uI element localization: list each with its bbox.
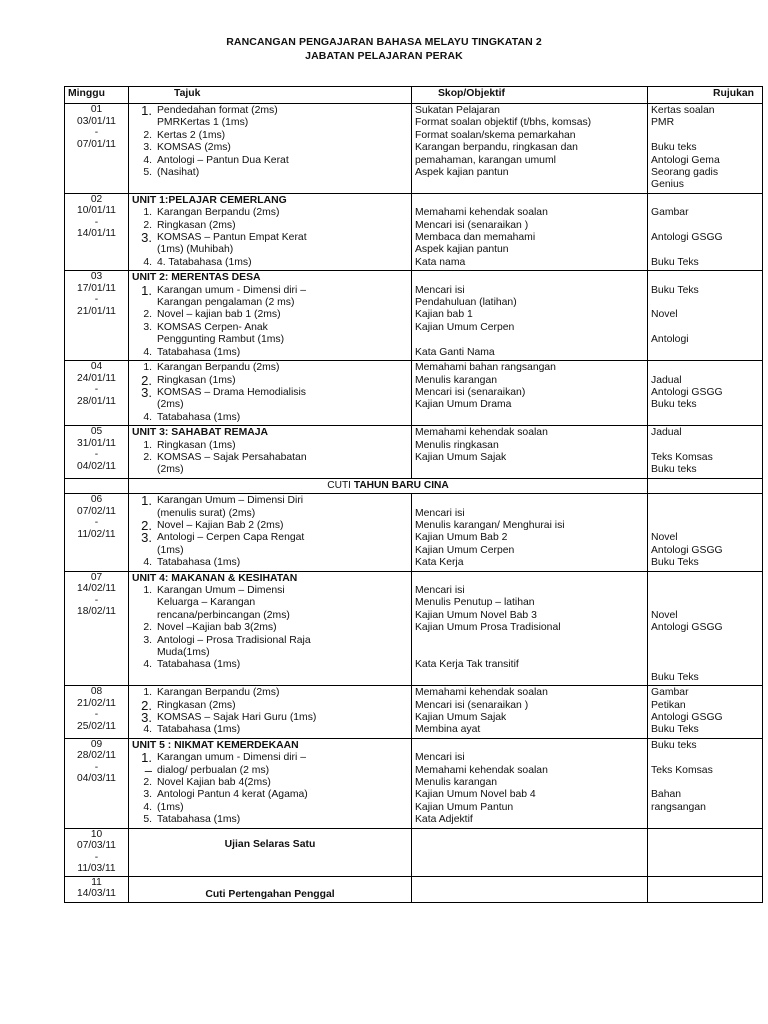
skop-cell: Mencari isi Pendahuluan (latihan) Kajian bab 1 Kajian Umum Cerpen Kata Ganti Nama [412,271,648,361]
table-row [65,494,763,571]
holiday-cell: CUTI TAHUN BARU CINA [129,478,648,493]
table-row [65,271,763,361]
skop-cell: Sukatan Pelajaran Format soalan objektif (t/bhs, komsas) Format soalan/skema pemarkahan Karangan berpandu, ringkasan dan pemahaman, karangan umuml Aspek kajian pantun [412,104,648,194]
week-cell: 10 07/03/11 - 11/03/11 [65,828,129,876]
table-row [65,828,763,876]
rujukan-cell: Novel Antologi GSGG Buku Teks [648,494,763,571]
skop-cell: Memahami bahan rangsangan Menulis karangan Mencari isi (senaraikan) Kajian Umum Drama [412,361,648,426]
rujukan-cell: Novel Antologi GSGG Buku Teks [648,571,763,686]
table-row [65,571,763,686]
week-cell: 05 31/01/11 - 04/02/11 [65,426,129,479]
skop-cell: Mencari isi Menulis karangan/ Menghurai isi Kajian Umum Bab 2 Kajian Umum Cerpen Kata Kerja [412,494,648,571]
tajuk-cell: UNIT 4: MAKANAN & KESIHATAN 1. Karangan Umum – Dimensi Keluarga – Karangan rencana/perbincangan (2ms) 2. Novel –Kajian bab 3(2ms) 3. Antologi – Prosa Tradisional Raja Muda(1ms) 4. Tatabahasa (1ms) [129,571,412,686]
table-row [65,104,763,194]
tajuk-cell: UNIT 2: MERENTAS DESA 1. Karangan umum - Dimensi diri – Karangan pengalaman (2 ms) 2. Novel – kajian bab 1 (2ms) 3. KOMSAS Cerpen- Anak Penggunting Rambut (1ms) 4. Tatabahasa (1ms) [129,271,412,361]
table-row [65,876,763,902]
skop-cell [412,876,648,902]
header-rujukan: Rujukan [648,87,763,104]
rujukan-cell: Buku Teks Novel Antologi [648,271,763,361]
tajuk-cell: UNIT 5 : NIKMAT KEMERDEKAAN 1. Karangan umum - Dimensi diri – – dialog/ perbualan (2 ms) 2. Novel Kajian bab 4(2ms) 3. Antologi Pantun 4 kerat (Agama) 4. (1ms) 5. Tatabahasa (1ms) [129,738,412,828]
week-cell: 03 17/01/11 - 21/01/11 [65,271,129,361]
holiday-cell: Cuti Pertengahan Penggal [129,876,412,902]
unit-heading: UNIT 1:PELAJAR CEMERLANG [132,194,287,206]
week-cell: 01 03/01/11 - 07/01/11 [65,104,129,194]
week-cell: 08 21/02/11 - 25/02/11 [65,686,129,739]
header-tajuk: Tajuk [129,87,412,104]
tajuk-cell: 1. Pendedahan format (2ms) PMRKertas 1 (1ms) 2. Kertas 2 (1ms) 3. KOMSAS (2ms) 4. Antologi – Pantun Dua Kerat 5. (Nasihat) [129,104,412,194]
table-row [65,686,763,739]
table-row [65,426,763,479]
week-cell: 07 14/02/11 - 18/02/11 [65,571,129,686]
rujukan-cell: Gambar Antologi GSGG Buku Teks [648,193,763,270]
header-minggu: Minggu [65,87,129,104]
holiday-row [65,478,763,493]
week-cell [65,478,129,493]
tajuk-cell: UNIT 1:PELAJAR CEMERLANG 1. Karangan Berpandu (2ms) 2. Ringkasan (2ms) 3. KOMSAS – Pantun Empat Kerat (1ms) (Muhibah) 4. 4. Tatabahasa (1ms) [129,193,412,270]
tajuk-cell: 1. Karangan Berpandu (2ms) 2. Ringkasan (1ms) 3. KOMSAS – Drama Hemodialisis (2ms) 4. Tatabahasa (1ms) [129,361,412,426]
tajuk-cell: 1. Karangan Umum – Dimensi Diri (menulis surat) (2ms) 2. Novel – Kajian Bab 2 (2ms) 3. Antologi – Cerpen Capa Rengat (1ms) 4. Tatabahasa (1ms) [129,494,412,571]
skop-cell: Mencari isi Memahami kehendak soalan Menulis karangan Kajian Umum Novel bab 4 Kajian Umum Pantun Kata Adjektif [412,738,648,828]
tajuk-cell: UNIT 3: SAHABAT REMAJA 1. Ringkasan (1ms) 2. KOMSAS – Sajak Persahabatan (2ms) [129,426,412,479]
unit-heading: UNIT 3: SAHABAT REMAJA [132,427,269,439]
rujukan-cell [648,478,763,493]
rujukan-cell: Jadual Antologi GSGG Buku teks [648,361,763,426]
table-row [65,361,763,426]
rujukan-cell: Kertas soalan PMR Buku teks Antologi Gema Seorang gadis Genius [648,104,763,194]
skop-cell: Memahami kehendak soalan Mencari isi (senaraikan ) Membaca dan memahami Aspek kajian pantun Kata nama [412,193,648,270]
unit-heading: UNIT 4: MAKANAN & KESIHATAN [132,572,298,584]
exam-cell: Ujian Selaras Satu [129,828,412,876]
page-title: RANCANGAN PENGAJARAN BAHASA MELAYU TINGKATAN 2 [226,36,542,48]
lesson-plan-table [64,86,763,903]
unit-heading: UNIT 5 : NIKMAT KEMERDEKAAN [132,739,299,751]
table-row [65,738,763,828]
rujukan-cell [648,876,763,902]
page-subtitle: JABATAN PELAJARAN PERAK [305,50,463,62]
rujukan-cell: Jadual Teks Komsas Buku teks [648,426,763,479]
week-cell: 11 14/03/11 [65,876,129,902]
rujukan-cell [648,828,763,876]
rujukan-cell: Buku teks Teks Komsas Bahan rangsangan [648,738,763,828]
skop-cell: Memahami kehendak soalan Menulis ringkasan Kajian Umum Sajak [412,426,648,479]
header-skop: Skop/Objektif [412,87,648,104]
tajuk-cell: 1. Karangan Berpandu (2ms) 2. Ringkasan (2ms) 3. KOMSAS – Sajak Hari Guru (1ms) 4. Tatabahasa (1ms) [129,686,412,739]
unit-heading: UNIT 2: MERENTAS DESA [132,272,261,284]
week-cell: 09 28/02/11 - 04/03/11 [65,738,129,828]
rujukan-cell: Gambar Petikan Antologi GSGG Buku Teks [648,686,763,739]
table-header-row [65,87,763,104]
table-row [65,193,763,270]
skop-cell [412,828,648,876]
week-cell: 02 10/01/11 - 14/01/11 [65,193,129,270]
week-cell: 06 07/02/11 - 11/02/11 [65,494,129,571]
skop-cell: Memahami kehendak soalan Mencari isi (senaraikan ) Kajian Umum Sajak Membina ayat [412,686,648,739]
week-cell: 04 24/01/11 - 28/01/11 [65,361,129,426]
skop-cell: Mencari isi Menulis Penutup – latihan Kajian Umum Novel Bab 3 Kajian Umum Prosa Tradisional Kata Kerja Tak transitif [412,571,648,686]
